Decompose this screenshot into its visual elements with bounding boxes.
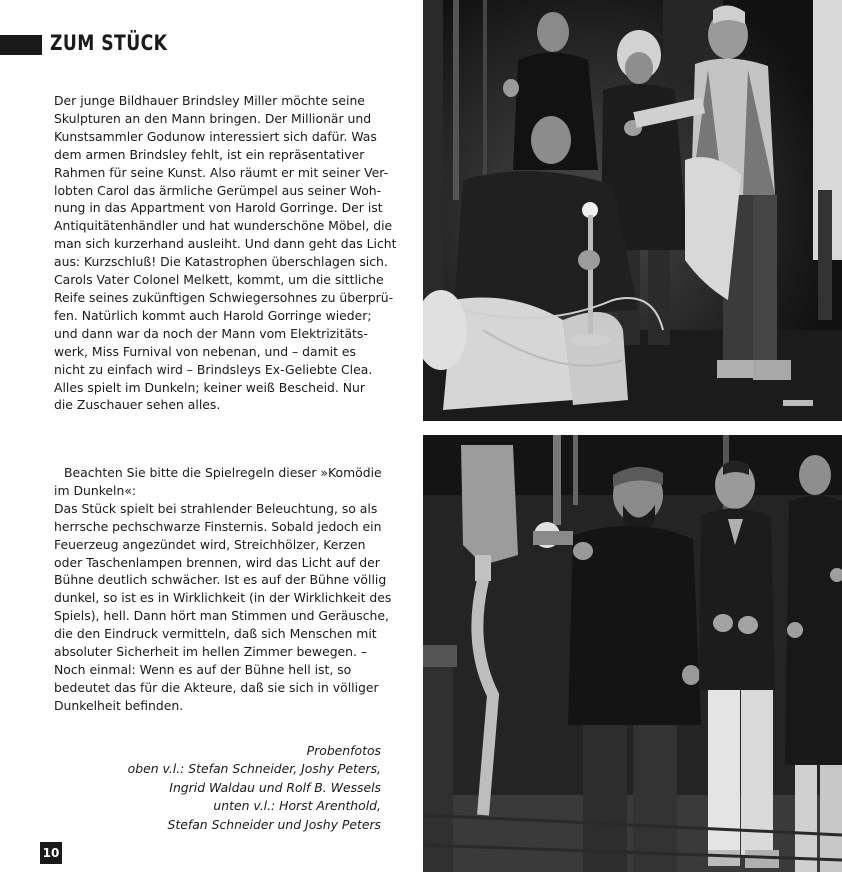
text-line: dem armen Brindsley fehlt, ist ein repräsentativer xyxy=(54,146,365,162)
caption-line: oben v.l.: Stefan Schneider, Joshy Peters, xyxy=(127,761,381,777)
caption-line: unten v.l.: Horst Arenthold, xyxy=(213,798,381,814)
text-line: nung in das Appartment von Harold Gorringe. Der ist xyxy=(54,200,383,216)
text-line: bedeutet das für die Akteure, daß sie sich in völliger xyxy=(54,679,379,695)
text-line: die den Eindruck vermitteln, daß sich Menschen mit xyxy=(54,626,377,642)
text-line: Das Stück spielt bei strahlender Beleuchtung, so als xyxy=(54,500,378,516)
page-number: 10 xyxy=(40,842,62,864)
text-line: Noch einmal: Wenn es auf der Bühne hell ist, so xyxy=(54,661,352,677)
text-line: Feuerzeug angezündet wird, Streichhölzer, Kerzen xyxy=(54,536,366,552)
text-line: Der junge Bildhauer Brindsley Miller möchte seine xyxy=(54,93,365,108)
text-line: und dann war da noch der Mann vom Elektrizitäts- xyxy=(54,325,368,341)
heading-bar xyxy=(0,35,42,55)
rehearsal-photo-bottom xyxy=(423,435,842,872)
text-line: Reife seines zukünftigen Schwiegersohnes zu überprü- xyxy=(54,289,394,305)
text-line: Beachten Sie bitte die Spielregeln dieser »Komödie xyxy=(64,465,382,480)
text-line: man sich kurzerhand ausleiht. Und dann geht das Licht xyxy=(54,236,397,252)
text-line: nicht zu einfach wird – Brindsleys Ex-Geliebte Clea. xyxy=(54,361,373,377)
text-line: Spiels), hell. Dann hört man Stimmen und Geräusche, xyxy=(54,608,389,624)
caption-line: Stefan Schneider und Joshy Peters xyxy=(167,816,381,832)
text-line: Skulpturen an den Mann bringen. Der Millionär und xyxy=(54,110,372,126)
rules-paragraph xyxy=(54,464,392,715)
caption-line: Probenfotos xyxy=(306,743,381,758)
photo-caption xyxy=(101,742,381,834)
rehearsal-photo-top xyxy=(423,0,842,421)
text-line: aus: Kurzschluß! Die Katastrophen überschlagen sich. xyxy=(54,254,388,270)
text-line: die Zuschauer sehen alles. xyxy=(54,397,221,413)
text-line: Alles spielt im Dunkeln; keiner weiß Bescheid. Nur xyxy=(54,379,365,395)
text-line: Kunstsammler Godunow interessiert sich dafür. Was xyxy=(54,128,377,144)
text-line: lobten Carol das ärmliche Gerümpel aus seiner Woh- xyxy=(54,182,382,198)
page-heading: ZUM STÜCK xyxy=(50,31,168,55)
text-line: absoluter Sicherheit im hellen Zimmer bewegen. – xyxy=(54,644,368,660)
text-line: dunkel, so ist es in Wirklichkeit (in der Wirklichkeit des xyxy=(54,590,392,606)
text-line: herrsche pechschwarze Finsternis. Sobald jedoch ein xyxy=(54,518,382,534)
caption-line: Ingrid Waldau und Rolf B. Wessels xyxy=(169,779,381,795)
text-line: im Dunkeln«: xyxy=(54,482,137,498)
text-line: werk, Miss Furnival von nebenan, und – damit es xyxy=(54,343,357,359)
synopsis-paragraph xyxy=(54,92,397,414)
text-line: fen. Natürlich kommt auch Harold Gorringe wieder; xyxy=(54,307,372,323)
text-line: Rahmen für seine Kunst. Also räumt er mit seiner Ver- xyxy=(54,164,389,180)
text-line: oder Taschenlampen brennen, wird das Licht auf der xyxy=(54,554,380,570)
text-line: Bühne deutlich schwächer. Ist es auf der Bühne völlig xyxy=(54,572,387,588)
text-line: Carols Vater Colonel Melkett, kommt, um die sittliche xyxy=(54,272,384,288)
text-line: Antiquitätenhändler und hat wunderschöne Möbel, die xyxy=(54,218,393,234)
text-line: Dunkelheit befinden. xyxy=(54,697,184,713)
